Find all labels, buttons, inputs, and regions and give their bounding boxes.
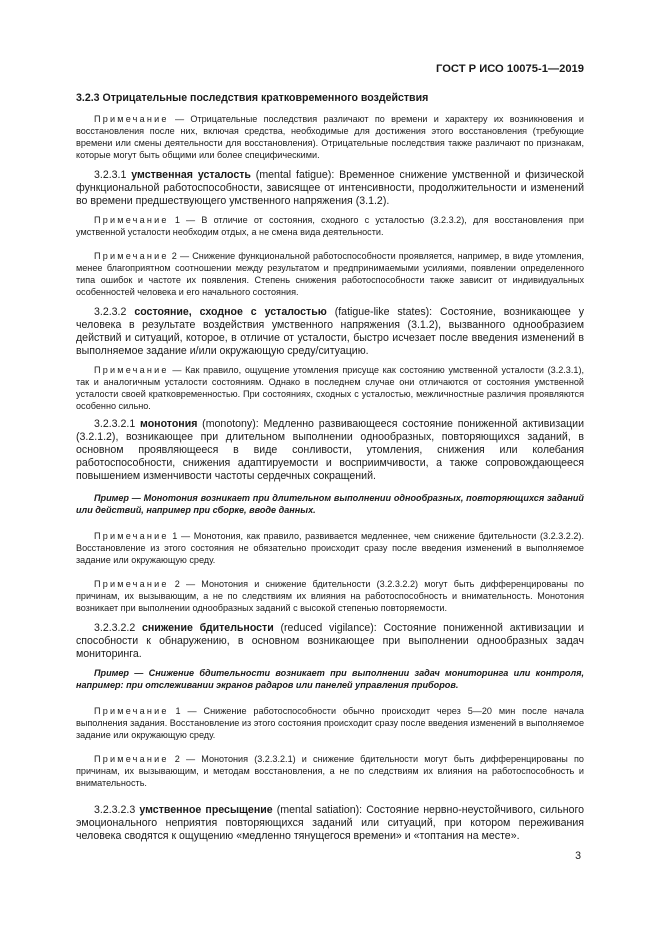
- note-paragraph: [76, 364, 584, 412]
- note-text: 2 — Монотония (3.2.3.2.1) и снижение бдительности могут быть дифференцированы по причинам, их вызывающим, и методам восстановления, а не по следствиям их влияния на работоспособность и внимательность.: [76, 754, 584, 788]
- term-number: 3.2.3.2: [94, 306, 135, 318]
- document-code: ГОСТ Р ИСО 10075-1—2019: [436, 63, 584, 75]
- term-number: 3.2.3.2.3: [94, 804, 140, 816]
- term-name: монотония: [140, 418, 198, 430]
- term-definition: [76, 418, 584, 483]
- note-label: Примечание: [94, 706, 169, 716]
- term-text: (reduced vigilance): Состояние пониженной активизации и способности к обнаружению, в основном возникающее при выполнении однообразных задач мониторинга.: [76, 622, 584, 660]
- note-paragraph: [76, 113, 584, 161]
- note-label: Примечание: [94, 114, 169, 124]
- term-definition: [76, 804, 584, 843]
- term-name: умственное пресыщение: [139, 804, 273, 816]
- note-text: — Как правило, ощущение утомления присуще как состоянию умственной усталости (3.2.3.1), так и аналогичным усталости состояниям. Однако в последнем случае они отличаются от состояния умственной усталости своей кратковременностью. При состояниях, сходных с усталостью, межличностные различия проявляются особенно сильно.: [76, 365, 584, 411]
- page-content: [76, 92, 584, 843]
- note-text: 1 — В отличие от состояния, сходного с усталостью (3.2.3.2), для восстановления при умственной усталости необходим отдых, а не смена вида деятельности.: [76, 215, 584, 237]
- term-name: состояние, сходное с усталостью: [134, 306, 327, 318]
- note-paragraph: [76, 250, 584, 298]
- note-paragraph: [76, 530, 584, 566]
- term-definition: [76, 622, 584, 661]
- term-definition: [76, 169, 584, 208]
- note-paragraph: [76, 214, 584, 238]
- term-number: 3.2.3.2.2: [94, 622, 142, 634]
- term-text: (monotony): Медленно развивающееся состояние пониженной активизации (3.2.1.2), возникающее при длительном выполнении однообразных, повторяющихся заданий, в основном проявляющееся в виде сонливости, утомления, снижения или колебания работоспособности, снижения адаптируемости и восприимчивости, а также сопровождающееся повышением изменчивости частоты сердечных сокращений.: [76, 418, 584, 482]
- term-text: (fatigue-like states): Состояние, возникающее у человека в результате воздействия умственного напряжения (3.1.2), вызванного однообразием действий и ситуаций, которое, в отличие от усталости, быстро исчезает после введения изменений в выполняемое задание и/или окружающую среду/ситуацию.: [76, 306, 584, 357]
- term-definition: [76, 306, 584, 358]
- note-label: Примечание: [94, 531, 169, 541]
- note-label: Примечание: [94, 579, 169, 589]
- note-label: Примечание: [94, 215, 169, 225]
- term-text: (mental satiation): Состояние нервно-неустойчивого, сильного эмоционального неприятия повторяющихся заданий или ситуаций, при котором переживания человека сводятся к ощущению «медленно тянущегося времени» и «топтания на месте».: [76, 804, 584, 842]
- section-title: 3.2.3 Отрицательные последствия кратковременного воздействия: [76, 92, 429, 104]
- note-text: 2 — Снижение функциональной работоспособности проявляется, например, в виде утомления, менее благоприятном соотношении между результатом и предпринимаемыми усилиями, появлении определенного типа ошибок и частоте их появления. Степень снижения работоспособности также зависит от индивидуальных особенностей человека и его начального состояния.: [76, 251, 584, 297]
- note-paragraph: [76, 578, 584, 614]
- term-number: 3.2.3.2.1: [94, 418, 141, 430]
- example-paragraph: Пример — Монотония возникает при длительном выполнении однообразных, повторяющихся заданий или действий, например при сборке, вводе данных.: [76, 493, 584, 515]
- note-text: — Отрицательные последствия различают по времени и характеру их возникновения и восстановления после них, включая средства, необходимые для достижения этого восстановления (требующие времени или смены деятельности для восстановления). Отрицательные последствия также различают по признакам, которые могут быть общими или более специфическими.: [76, 114, 584, 160]
- term-name: умственная усталость: [131, 169, 251, 181]
- page-number: 3: [575, 850, 581, 862]
- note-text: 2 — Монотония и снижение бдительности (3.2.3.2.2) могут быть дифференцированы по причинам, их вызывающим, а не по следствиям их влияния на работоспособность и внимательность. Монотония возникает при выполнении однообразных заданий с высокой степенью повторяемости.: [76, 579, 584, 613]
- term-text: (mental fatigue): Временное снижение умственной и физической функциональной работоспособности, зависящее от интенсивности, продолжительности и изменений во времени предшествующего умственного напряжения (3.1.2).: [76, 169, 584, 207]
- note-text: 1 — Монотония, как правило, развивается медленнее, чем снижение бдительности (3.2.3.2.2). Восстановление из этого состояния не обязательно происходит сразу после введения изменений в выполняемое задание или окружающую среду.: [76, 531, 584, 565]
- term-number: 3.2.3.1: [94, 169, 132, 181]
- note-text: 1 — Снижение работоспособности обычно происходит через 5—20 мин после начала выполнения задания. Восстановление из этого состояния происходит сразу после введения изменений в выполняемое задание или окружающую среду.: [76, 706, 584, 740]
- example-paragraph: Пример — Снижение бдительности возникает при выполнении задач мониторинга или контроля, например: при отслеживании экранов радаров или панелей управления приборов.: [76, 668, 584, 690]
- note-label: Примечание: [94, 365, 169, 375]
- note-label: Примечание: [94, 754, 169, 764]
- term-name: снижение бдительности: [141, 622, 274, 634]
- note-label: Примечание: [94, 251, 169, 261]
- note-paragraph: [76, 753, 584, 789]
- note-paragraph: [76, 705, 584, 741]
